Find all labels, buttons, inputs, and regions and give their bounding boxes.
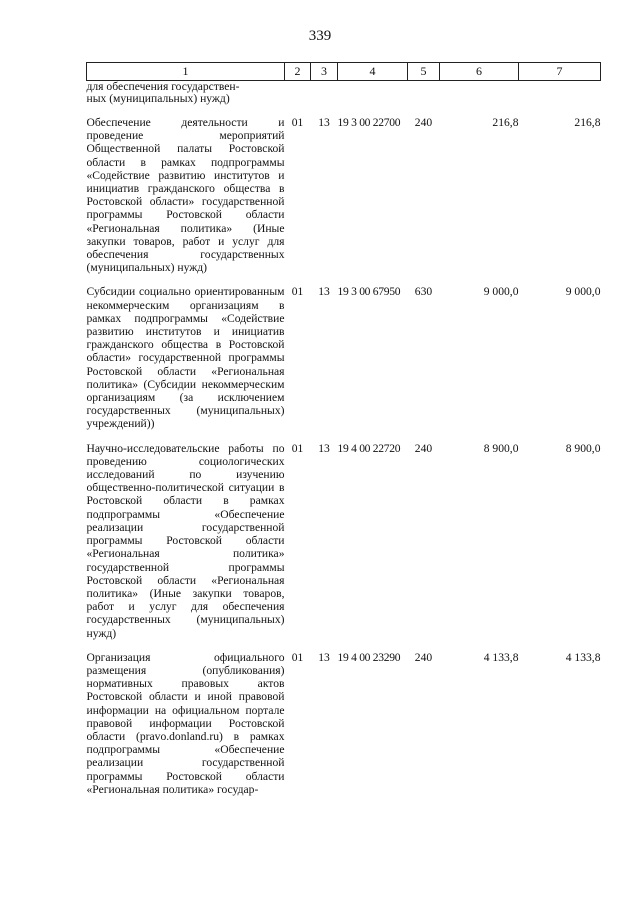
header-col-3: 3 — [311, 63, 338, 81]
row-amount-1: 4 133,8 — [483, 650, 519, 664]
row-subsection — [311, 81, 338, 117]
row-amount-2: 4 133,8 — [565, 650, 601, 664]
table-row — [87, 285, 601, 441]
row-expense-type: 240 — [414, 441, 433, 455]
row-amount-2: 8 900,0 — [565, 441, 601, 455]
header-col-5: 5 — [408, 63, 440, 81]
row-section: 01 — [291, 650, 304, 664]
row-amount-1: 9 000,0 — [483, 285, 519, 299]
row-subsection: 13 — [318, 650, 330, 664]
table-row — [87, 116, 601, 285]
row-amount-2: 216,8 — [574, 116, 601, 129]
header-col-1: 1 — [87, 63, 285, 81]
row-expense-type — [408, 81, 440, 117]
row-subsection: 13 — [318, 285, 330, 299]
row-amount-1: 216,8 — [492, 116, 519, 129]
row-amount-1: 8 900,0 — [483, 441, 519, 455]
row-section — [285, 81, 311, 117]
header-col-4: 4 — [338, 63, 408, 81]
page-number: 339 — [308, 28, 332, 44]
row-description: Организация официального размещения (опубликования) нормативных правовых актов Ростовской области и иной правовой информации на официальном портале правовой информации Ростовской области (pravo.donland.ru) в рамках подпрограммы «Обеспечение реализации государственной программы Ростовской области «Региональная политика» государ- — [86, 650, 285, 796]
row-section: 01 — [291, 116, 304, 129]
table-row — [87, 651, 601, 796]
header-col-2: 2 — [285, 63, 311, 81]
row-expense-type: 240 — [414, 116, 433, 129]
row-target-code: 19 4 00 22720 — [337, 441, 401, 455]
row-section: 01 — [291, 441, 304, 455]
header-row — [87, 63, 601, 81]
row-target-code: 19 3 00 22700 — [337, 116, 401, 129]
header-col-6: 6 — [440, 63, 519, 81]
row-expense-type: 630 — [414, 285, 433, 299]
table-row — [87, 442, 601, 651]
row-description: для обеспечения государствен- ных (муниципальных) нужд) — [86, 80, 240, 105]
budget-table — [86, 62, 601, 796]
row-amount-2 — [519, 81, 601, 117]
row-section: 01 — [291, 285, 304, 299]
row-subsection: 13 — [318, 116, 330, 129]
row-description: Обеспечение деятельности и проведение мероприятий Общественной палаты Ростовской области в рамках подпрограммы «Содействие развитию институтов и инициатив гражданского общества в Ростовской области» государственной программы Ростовской области «Региональная политика» (Иные закупки товаров, работ и услуг для обеспечения государственных (муниципальных) нужд) — [86, 116, 285, 275]
row-subsection: 13 — [318, 441, 330, 455]
table-row — [87, 81, 601, 117]
row-description: Субсидии социально ориентированным некоммерческим организациям в рамках подпрограммы «Содействие развитию институтов и инициатив гражданского общества в Ростовской области» государственной программы Ростовской области «Региональная политика» (Субсидии некоммерческим организациям (за исключением государственных (муниципальных) учреждений)) — [86, 285, 285, 431]
row-amount-2: 9 000,0 — [565, 285, 601, 299]
row-amount-1 — [440, 81, 519, 117]
row-target-code — [338, 81, 408, 117]
row-target-code: 19 4 00 23290 — [337, 650, 401, 664]
row-expense-type: 240 — [414, 650, 433, 664]
row-description: Научно-исследовательские работы по проведению социологических исследований по изучению общественно-политической ситуации в Ростовской области в рамках подпрограммы «Обеспечение реализации государственной программы Ростовской области «Региональная политика» государственной программы Ростовской области «Региональная политика» (Иные закупки товаров, работ и услуг для обеспечения государственных (муниципальных) нужд) — [86, 441, 285, 640]
row-target-code: 19 3 00 67950 — [337, 285, 401, 299]
header-col-7: 7 — [519, 63, 601, 81]
